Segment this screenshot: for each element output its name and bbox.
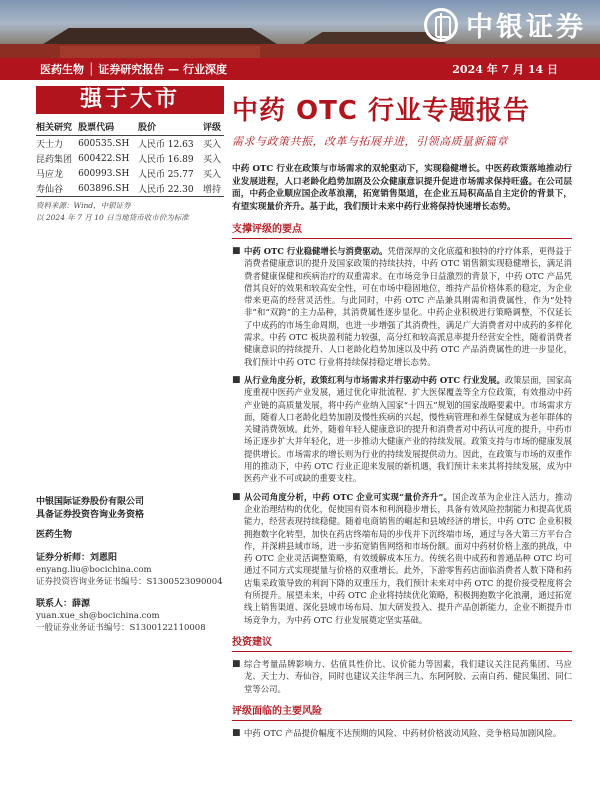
- analyst-block: [36, 552, 226, 588]
- analyst-email[interactable]: enyang.liu@bocichina.com: [36, 565, 152, 575]
- contact-cert: 一般证券业务证书编号：S1300122110008: [36, 623, 206, 633]
- bank-logo-icon: [424, 8, 458, 42]
- bullet-text: 政策层面，国家高度重视中医药产业发展，通过优化审批流程、扩大医保覆盖等全方位政策，有效推动中药产业链的高质量发展，将中药产业纳入国家“十四五”规划的国家战略要素中。市场需求方面，随着人口老龄化趋势加剧及慢性疾病的兴起，慢性病管理和养生保健成为老年群体的关键消费领域。此外，随着年轻人健康意识的提升和消费者对中药认可度的提升，中药市场正逐步扩大并年轻化，进一步推动大健康产业的持续发展。政策支持与市场的健康发展提供增长。市场需求的增长则为行业的持续发展提供动力。因此，在政策与市场的双重作用的推动下，中药 OTC 行业正迎来发展的新机遇，我们预计未来其将持续发展，成为中医药产业不可或缺的重要支柱。: [244, 374, 572, 484]
- risk-heading: 评级面临的主要风险: [232, 702, 572, 721]
- bullet-icon: ■: [232, 374, 241, 385]
- stock-name: 寿仙谷: [36, 181, 78, 197]
- investment-heading: 投资建议: [232, 633, 572, 652]
- table-row: [36, 181, 224, 197]
- report-subtitle: 需求与政策共振，改革与拓展并进，引领高质量新篇章: [232, 135, 508, 148]
- stock-code: 603896.SH: [78, 181, 138, 197]
- stock-price: 人民币 22.30: [138, 181, 203, 197]
- stock-code: 600993.SH: [78, 168, 130, 179]
- list-item: [232, 374, 572, 485]
- bullet-icon: ■: [232, 246, 241, 256]
- firm-info: [36, 496, 226, 634]
- list-item: [232, 245, 572, 368]
- list-item: [232, 491, 572, 626]
- bullet-icon: ■: [232, 658, 241, 669]
- analyst-name: 证券分析师：刘恩阳: [36, 553, 118, 563]
- stock-price: 人民币 25.77: [137, 170, 194, 180]
- main-content: [232, 90, 572, 739]
- bullet-text: 凭借深厚的文化底蕴和独特的疗疗体系，更得益于消费者健康意识的提升及国家政策的持续扶持，中药 OTC 销售额实现稳健增长，满足消费者健康保健和疾病治疗的双重需求。在市场竞争日益激烈的背景下，中药 OTC 产品凭借其良好的效果和较高安全性，可在市场中稳固地位，维持产品价格体系的稳定，为企业带来更高的经营灵活性。与此同时，中药 OTC 产品兼具刚需和消费属性，作为“处特非”和“双跨”的主力品种，其消费属性逐步显化。中药企业积极进行策略调整，不仅延长了中成药的市场生命周期，也进一步增强了其消费性，满足广大消费者对中成药的多样化需求。中药 OTC 板块盈利能力较强，高分红和较高派息率提升经营安全性，随着消费者健康意识的持续提升、人口老龄化趋势加速以及中药 OTC 产品消费属性的进一步显化，我们预计中药 OTC 行业将持续保持稳定增长态势。: [244, 246, 572, 367]
- stock-price: 人民币 12.63: [137, 140, 194, 150]
- stock-rating: 买入: [202, 170, 221, 180]
- header-banner: [0, 0, 600, 58]
- firm-qualification: 具备证券投资咨询业务资格: [36, 510, 145, 520]
- section-label: 医药生物 │ 证券研究报告 — 行业深度: [40, 63, 227, 76]
- table-source: 资料来源：Wind，中银证券: [36, 201, 131, 210]
- table-header-row: [36, 118, 224, 136]
- table-note: 以 2024 年 7 月 10 日当地货币收市价为标准: [36, 213, 189, 222]
- company-logo: [424, 5, 586, 44]
- stock-rating: 增持: [203, 181, 224, 197]
- table-header: 股票代码: [78, 118, 138, 136]
- stock-name: 马应龙: [36, 170, 64, 180]
- contact-email[interactable]: yuan.xue_sh@bocichina.com: [36, 611, 160, 621]
- section-bar: [0, 58, 600, 80]
- table-header: 相关研究: [36, 118, 78, 136]
- bullet-lead: 中药 OTC 行业稳健增长与消费驱动。: [244, 246, 388, 256]
- table-row: [36, 166, 224, 181]
- bullet-lead: 从公司角度分析，中药 OTC 企业可实现“量价齐升”。: [244, 491, 453, 502]
- investment-text: 综合考量品牌影响力、估值具性价比、议价能力等因素，我们建议关注昆药集团、马应龙、天士力、寿仙谷，同时也建议关注华润三九、东阿阿胶、云南白药、健民集团、同仁堂等公司。: [244, 658, 572, 694]
- risk-text: 中药 OTC 产品提价幅度不达预期的风险、中药材价格波动风险、竞争格局加剧风险。: [244, 727, 562, 738]
- key-points-heading: 支撑评级的要点: [232, 220, 572, 239]
- table-row: [36, 136, 224, 152]
- stock-rating: 买入: [202, 155, 221, 165]
- bullet-icon: ■: [232, 727, 241, 738]
- analyst-cert: 证券投资咨询业务证书编号：S1300523090004: [36, 577, 223, 587]
- stock-name: 天士力: [36, 140, 64, 150]
- list-item: [232, 658, 572, 695]
- sector-label: 医药生物: [36, 530, 73, 540]
- report-date: 2024 年 7 月 14 日: [452, 63, 558, 76]
- firm-name: 中银国际证券股份有限公司: [36, 497, 145, 507]
- related-stocks-table: [36, 118, 224, 197]
- stock-price: 人民币 16.89: [137, 155, 194, 165]
- contact-name: 联系人：薛源: [36, 599, 91, 609]
- table-row: [36, 151, 224, 166]
- table-header: 评级: [203, 118, 224, 136]
- palace-wall-image: [60, 46, 260, 58]
- contact-block: [36, 598, 226, 634]
- logo-text: 中银证券: [466, 12, 586, 43]
- bullet-lead: 从行业角度分析，政策红利与市场需求并行驱动中药 OTC 行业发展。: [244, 374, 505, 385]
- stock-rating: 买入: [202, 140, 221, 150]
- list-item: [232, 727, 572, 739]
- stock-code: 600422.SH: [78, 153, 130, 164]
- table-header: 股价: [138, 118, 203, 136]
- bullet-text: 国企改革为企业注入活力，推动企业治理结构的优化，促使国有资本和利润稳步增长，具备有效风险控制能力和提高优质能力，经营表现持续稳健。随着电商销售的崛起和县域经济的增长，中药 OTC 企业积极拥抱数字化转型，加快在药店终端布局的步伐并下沉终端市场，通过与各大第三方平台合作，并深耕县域市场，进一步拓宽销售网络和市场份额。面对中药材价格上涨的挑战，中药 OTC 企业灵活调整策略，有效缓解成本压力。传统名贵中成药和普通品种 OTC 均可通过不同方式实现提量与价格的双重增长。此外，下游零售药店面临消费者人数下降和药店集采政策导致的利润下降的双重压力，我们预计未来对中药 OTC 的提价接受程度将会有所提升。展望未来，中药 OTC 企业将持续优化策略，积极拥抱数字化浪潮，通过拓宽线上销售渠道、深化县域市场布局、加大研发投入、提升产品创新能力，企业不断提升市场竞争力，为中药 OTC 行业发展奠定坚实基础。: [244, 491, 572, 625]
- sidebar: [36, 86, 224, 223]
- lead-paragraph: 中药 OTC 行业在政策与市场需求的双轮驱动下，实现稳健增长。中医药政策落地推动行业发展进程，人口老龄化趋势加剧及公众健康意识提升促进市场需求保持旺盛。在公司层面，中药企业顺应国企改革浪潮，拓宽销售渠道，在企业五局积高品自主定价的背景下，有望实现量价齐升。基于此，我们预计未来中药行业将保持快速增长态势。: [232, 164, 572, 212]
- report-title: 中药 OTC 行业专题报告: [232, 96, 531, 126]
- industry-rating: 强于大市: [36, 86, 224, 114]
- stock-name: 昆药集团: [36, 155, 73, 165]
- bullet-icon: ■: [232, 491, 241, 502]
- stock-code: 600535.SH: [78, 138, 130, 149]
